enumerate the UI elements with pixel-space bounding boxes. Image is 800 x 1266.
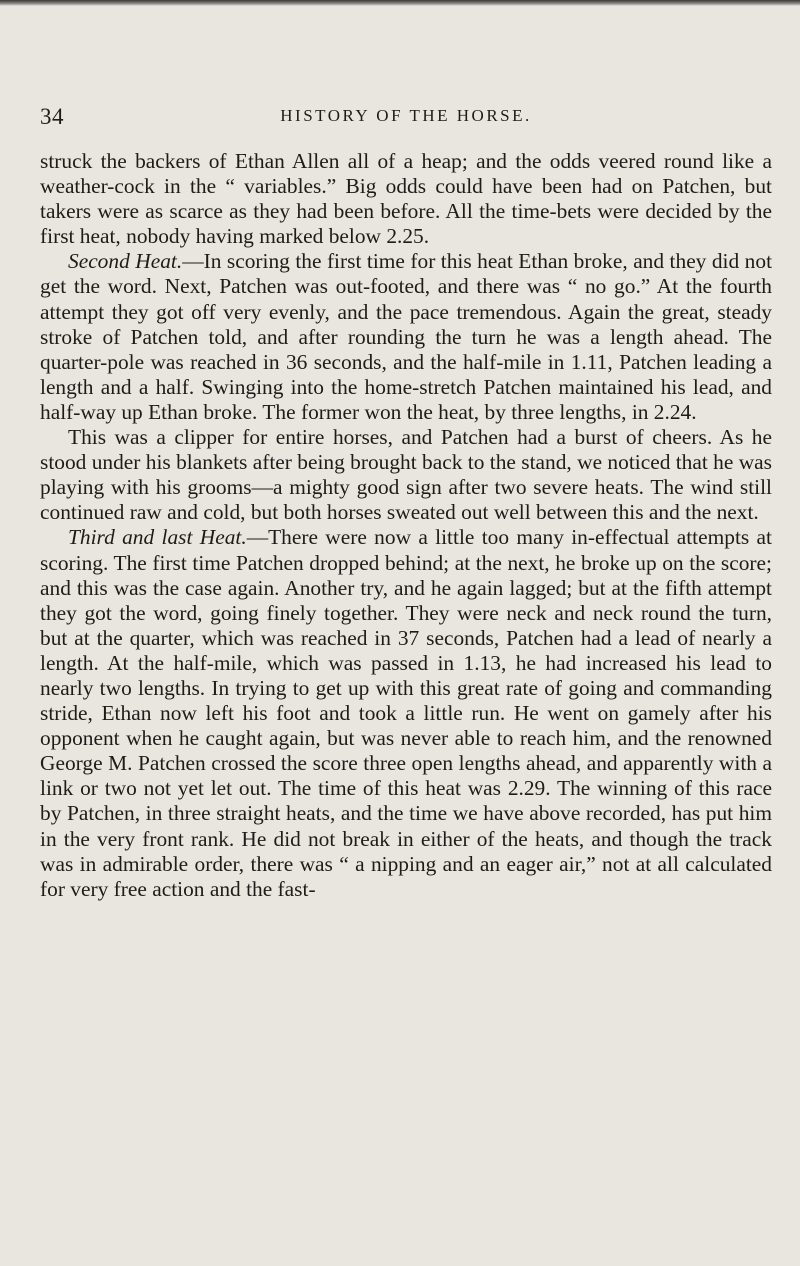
paragraph-2 xyxy=(40,249,772,425)
running-head: HISTORY OF THE HORSE. xyxy=(280,106,532,125)
body-text xyxy=(40,149,772,902)
paragraph-4 xyxy=(40,525,772,901)
paragraph-2-text: —In scoring the first time for this heat Ethan broke, and they did not get the word. Next, Patchen was out-footed, and there was “ no go.” At the fourth attempt they got off very evenly, and the pace tremendous. Again the great, steady stroke of Patchen told, and after rounding the turn he was a length ahead. The quarter-pole was reached in 36 seconds, and the half-mile in 1.11, Patchen leading a length and a half. Swinging into the home-stretch Patchen maintained his lead, and half-way up Ethan broke. The former won the heat, by three lengths, in 2.24. xyxy=(40,249,773,424)
paragraph-4-text: —There were now a little too many in-effectual attempts at scoring. The first time Patchen dropped behind; at the next, he broke up on the score; and this was the case again. Another try, and he again lagged; but at the fifth attempt they got the word, going finely together. They were neck and neck round the turn, but at the quarter, which was reached in 37 seconds, Patchen had a lead of nearly a length. At the half-mile, which was passed in 1.13, he had increased his lead to nearly two lengths. In trying to get up with this great rate of going and commanding stride, Ethan now left his foot and took a little run. He went on gamely after his opponent when he caught again, but was never able to reach him, and the renowned George M. Patchen crossed the score three open lengths ahead, and apparently with a link or two not yet let out. The time of this heat was 2.29. The winning of this race by Patchen, in three straight heats, and the time we have above recorded, has put him in the very front rank. He did not break in either of the heats, and though the track was in admirable order, there was “ a nipping and an eager air,” not at all calculated for very free action and the fast- xyxy=(40,525,772,901)
second-heat-heading: Second Heat. xyxy=(68,249,183,274)
third-heat-heading: Third and last Heat. xyxy=(68,525,247,550)
page-top-edge-shadow xyxy=(0,0,800,6)
page-header xyxy=(40,104,772,132)
paragraph-3-text: This was a clipper for entire horses, and Patchen had a burst of cheers. As he stood under his blankets after being brought back to the stand, we noticed that he was playing with his grooms—a mighty good sign after two severe heats. The wind still continued raw and cold, but both horses sweated out well between this and the next. xyxy=(40,425,772,525)
book-page xyxy=(40,104,772,902)
paragraph-1 xyxy=(40,149,772,249)
page-number: 34 xyxy=(40,104,64,129)
paragraph-1-text: struck the backers of Ethan Allen all of a heap; and the odds veered round like a weather-cock in the “ variables.” Big odds could have been had on Patchen, but takers were as scarce as they had been before. All the time-bets were decided by the first heat, nobody having marked below 2.25. xyxy=(40,149,772,249)
paragraph-3 xyxy=(40,425,772,525)
